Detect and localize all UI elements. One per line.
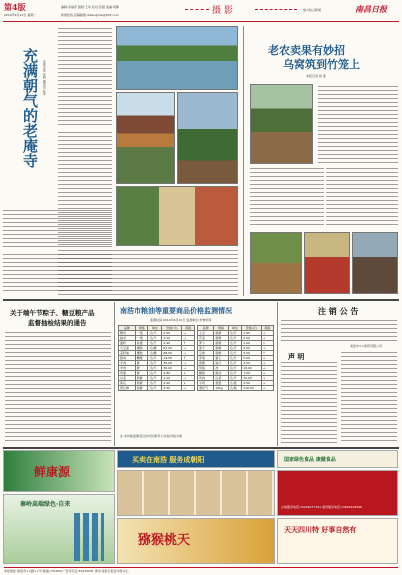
price-cell: 鲤鱼 [198,371,214,376]
price-cell: 元/桶 [148,351,162,356]
price-cell: ↑ [182,356,195,361]
price-cell: 羊肉 [119,366,136,371]
price-cell: ↓ [261,341,273,346]
price-cell: 标准 [135,341,148,346]
price-cell: 元/斤 [228,376,242,381]
price-cell: 62.00 [162,346,182,351]
price-cell: 精瘦 [135,356,148,361]
price-cell: 桶装 [135,351,148,356]
price-cell: → [261,336,273,341]
price-cell: 110.00 [242,386,262,391]
price-cell: → [182,366,195,371]
photo-temple-tree [177,92,238,184]
price-cell: 粳米 [119,331,136,336]
section-title: 摄 影 [212,6,233,16]
price-cell: 14.50 [162,356,182,361]
ad-xiankangyuan [3,450,115,492]
statement-body-col2 [341,352,397,444]
price-cell: → [261,346,273,351]
price-row [119,386,195,391]
column-divider [243,26,244,296]
photo-pavilion [116,92,175,184]
photo-farmer-bamboo [250,84,313,164]
price-cell: 3.50 [242,351,262,356]
price-table-grid-right [197,325,274,391]
email-line: 新闻热线 投稿邮箱:dibangzhe@163.com [61,13,119,17]
price-cell: 牛肉 [119,361,136,366]
price-cell: 香蕉 [198,361,214,366]
cancel-notice-title: 注 销 公 告 [318,307,359,316]
ad-kiwi [117,518,275,564]
price-cell: 2.50 [162,386,182,391]
page-number: 第4版 [4,2,26,12]
price-cell: 2.50 [162,331,182,336]
cancel-divider [277,302,278,446]
price-cell: 鲜 [135,361,148,366]
price-header-cell: 单位 [148,326,162,331]
price-cell: → [182,331,195,336]
price-cell: 2.00 [242,336,262,341]
price-cell: 元/斤 [228,371,242,376]
price-cell: 2.40 [162,341,182,346]
price-cell: 新鲜 [135,381,148,386]
section-divider [3,299,399,301]
price-cell: 新鲜 [214,346,228,351]
price-cell: 元/斤 [148,336,162,341]
price-cell: 16.00 [242,366,262,371]
price-cell: → [182,336,195,341]
price-cell: 茄子 [198,346,214,351]
price-cell: → [261,361,273,366]
price-cell: 鲜活 [214,371,228,376]
notice-divider [114,302,115,446]
price-cell: 新鲜 [214,331,228,336]
price-cell: 带鱼 [198,366,214,371]
price-cell: → [182,346,195,351]
price-cell: 15kg [214,386,228,391]
price-cell: 白条 [214,376,228,381]
price-cell: 袋装 [214,381,228,386]
date-line: 2019年6月10日 星期一 [4,13,37,17]
price-cell: 籼米 [119,336,136,341]
price-cell: 面粉 [119,341,136,346]
price-cell: 2.50 [242,381,262,386]
feature-left-title: 充满朝气的老庵寺 [21,48,39,168]
feature-right-body-col3 [326,168,398,228]
price-cell: 元/斤 [228,346,242,351]
price-table-grid-left [118,325,195,391]
price-cell: 10.00 [242,376,262,381]
feature-right-title-2: 乌窝筑到竹笼上 [283,58,360,71]
price-cell: → [261,386,273,391]
price-cell: 36.00 [162,366,182,371]
price-cell: 新鲜 [135,386,148,391]
ad5-phones: 山地服务电话:15291677181 南州服务电话:13891426096 [281,505,362,509]
price-cell: 2.00 [162,381,182,386]
price-cell: 2.20 [162,336,182,341]
feature-left-caption [58,250,238,295]
masthead-logo: 南昌日报 [355,4,387,14]
ad7-text: 天天四川特 好事自然有 [284,526,357,534]
price-cell: 元/斤 [148,376,162,381]
price-cell: 牛奶 [198,381,214,386]
photo-buddha-statue [116,186,238,246]
price-cell: 富士 [214,356,228,361]
price-cell: 1.20 [162,376,182,381]
price-table-right [197,325,274,391]
price-cell: 1.00 [242,341,262,346]
price-cell: 元/斤 [148,331,162,336]
price-cell: 土豆 [198,331,214,336]
price-cell: 38.00 [162,361,182,366]
price-cell: 桶装 [135,346,148,351]
price-cell: 元/斤 [148,341,162,346]
price-cell: → [182,361,195,366]
header-bar [3,2,399,22]
price-cell: 5.00 [242,356,262,361]
ad3-text: 买卖在南浩 服务成朝阳 [132,456,205,464]
price-cell: 元/斤 [148,361,162,366]
ad-market-banner [117,450,275,468]
price-header-cell: 规格 [214,326,228,331]
price-cell: 元/袋 [228,381,242,386]
ads-divider [3,447,399,449]
ad2-text: 秦岭高端绿色·自来 [20,501,71,508]
price-cell: 元/斤 [148,386,162,391]
price-cell: 元/斤 [228,361,242,366]
feature-left-body-col3 [3,210,112,250]
ad-service-phones [277,470,398,516]
photo-lake-mountains [116,26,238,90]
price-table-footnote: 注:本价格监测表仅供市民参考,以实际价格为准 [120,434,182,438]
feature-right-title-1: 老农卖果有妙招 [268,44,345,57]
price-cell: 白菜 [119,376,136,381]
cancel-notice-signer: 南浩市××商贸有限公司 [350,344,383,348]
ad-qinling-water [3,494,115,564]
price-header-cell: 单位 [228,326,242,331]
price-cell: 元/瓶 [228,386,242,391]
price-cell: 冻 [214,366,228,371]
feature-right-byline: 本报记者 杨 燕 [306,74,326,78]
price-header-cell: 涨跌 [261,326,273,331]
photo-bird-nest [250,232,302,294]
ad-sichuan [277,518,398,564]
price-cell: 元/斤 [228,341,242,346]
price-header-cell: 规格 [135,326,148,331]
price-cell: 2.50 [242,346,262,351]
price-cell: 元/斤 [228,331,242,336]
price-cell: 元/斤 [228,336,242,341]
price-cell: 元/桶 [148,346,162,351]
price-cell: 元/斤 [148,356,162,361]
footer-line: 本报地址:南浩市××路××号 邮编:721000 广告许可证:61030001 承印:南浩日报社印务中心 [4,567,398,573]
ad6-text: 猕猴桃天 [138,533,191,548]
price-header-cell: 品种 [119,326,136,331]
price-cell: ↓ [182,381,195,386]
ad-green-food [277,450,398,468]
ad-products-grid [117,470,275,516]
price-cell: 猪肉 [119,356,136,361]
price-cell: 新鲜 [214,351,228,356]
price-cell: 3.50 [242,361,262,366]
cancel-notice-body [281,320,397,342]
feature-right-body-col1 [318,86,398,164]
price-cell: 68.00 [162,351,182,356]
price-cell: 进口 [214,361,228,366]
section-dash-right [255,9,297,10]
price-cell: → [261,331,273,336]
price-cell: → [261,371,273,376]
price-cell: 鲜 [135,371,148,376]
price-header-cell: 涨跌 [182,326,195,331]
price-cell: 豆角 [198,351,214,356]
price-cell: 一级 [135,331,148,336]
price-cell: → [261,356,273,361]
price-cell: 鲜 [135,366,148,371]
price-table-left [118,325,195,391]
feature-right-body-col2 [250,168,324,228]
price-cell: 元/斤 [228,356,242,361]
price-cell: 元/斤 [228,351,242,356]
price-cell: 鸡蛋 [119,371,136,376]
price-cell: → [182,351,195,356]
price-cell: ↑ [261,351,273,356]
notice-body [5,332,111,442]
price-header-cell: 价格(元) [162,326,182,331]
price-cell: ↓ [182,371,195,376]
photo-farmer-portrait [352,232,398,294]
price-cell: 元/斤 [148,366,162,371]
price-cell: 7.00 [242,371,262,376]
price-row [198,386,274,391]
price-cell: 元/斤 [228,366,242,371]
section-dash-left [185,9,209,10]
ad1-text: 鲜康源 [34,465,71,479]
price-cell: → [261,366,273,371]
masthead-sub: 地方综合新闻 [303,8,322,12]
feature-left-body-col1 [58,28,112,128]
price-cell: 一级 [135,336,148,341]
notice-title-2: 监督抽检结果的通告 [28,319,87,327]
price-cell: → [182,386,195,391]
price-cell: → [261,381,273,386]
price-cell: 芹菜 [198,336,214,341]
price-cell: 新鲜 [135,376,148,381]
price-table-subtitle: 监测时间:2019年6月10日 监测单位:市物价局 [150,318,212,322]
price-cell: ↑ [182,341,195,346]
price-cell: → [182,376,195,381]
price-cell: 新鲜 [214,336,228,341]
statement-title: 声 明 [288,353,305,361]
price-cell: 大豆油 [119,346,136,351]
price-cell: 4.80 [162,371,182,376]
price-header-cell: 价格(元) [242,326,262,331]
editor-tags: 编辑:李丽萍 组版:王华 校对:张强 美编:刘静 [61,5,119,9]
price-cell: 1.50 [242,331,262,336]
price-cell: 液化气 [198,386,214,391]
price-cell: 西红柿 [119,386,136,391]
price-cell: 萝卜 [198,341,214,346]
ad4-text: 国家绿色食品 康健食品 [284,457,336,463]
statement-body-col1 [281,362,337,444]
price-cell: 元/斤 [148,381,162,386]
notice-title-1: 关于端午节粽子、糖豆粮产品 [10,309,95,317]
price-cell: 新鲜 [214,341,228,346]
price-cell: 黄瓜 [119,381,136,386]
price-cell: 苹果 [198,356,214,361]
price-cell: → [261,376,273,381]
price-cell: 鸡肉 [198,376,214,381]
photo-fruit-basket [304,232,350,294]
feature-left-byline: 本报记者 李明 通讯员 张平 [42,60,47,96]
price-cell: 元/斤 [148,371,162,376]
ad2-bottles [74,513,104,561]
price-table-title: 南浩市粮油等重要商品价格监测情况 [120,307,232,315]
price-cell: 菜籽油 [119,351,136,356]
price-header-cell: 品种 [198,326,214,331]
